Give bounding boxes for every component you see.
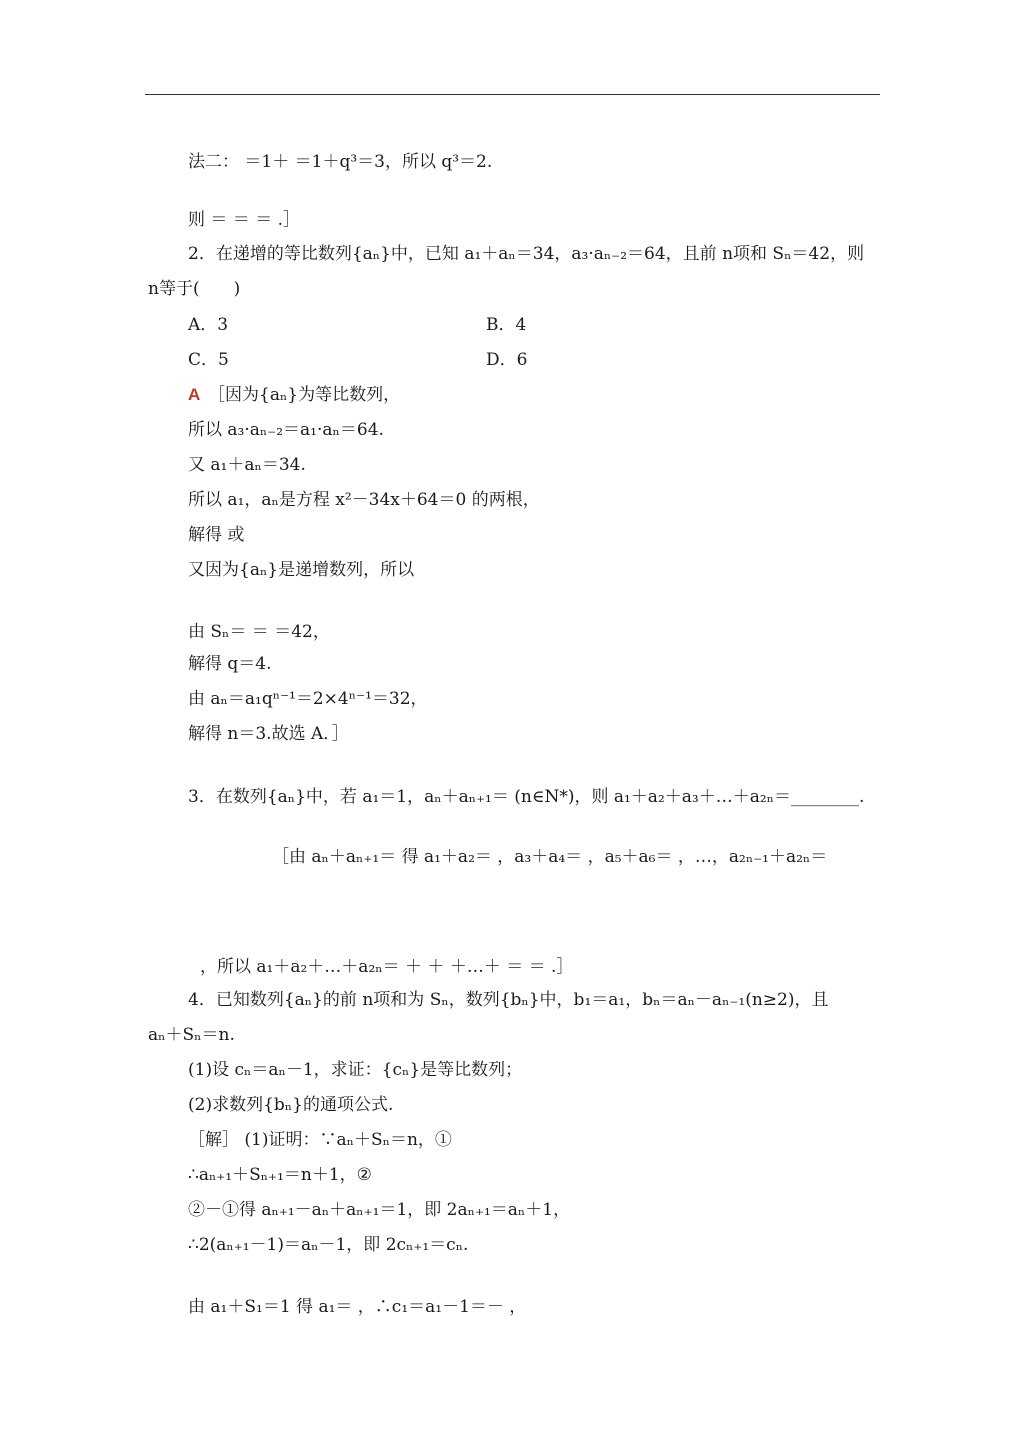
solution-line: 解得 或 [188,525,245,545]
solution-line: ［解］ (1)证明：∵aₙ＋Sₙ＝n，① [188,1130,452,1150]
method-two-line: 法二： ＝1＋ ＝1＋q³＝3，所以 q³＝2. [188,152,493,172]
solution-line: ②－①得 aₙ₊₁－aₙ＋aₙ₊₁＝1，即 2aₙ₊₁＝aₙ＋1， [188,1200,571,1220]
solution-line: 由 a₁＋S₁＝1 得 a₁＝ ，∴c₁＝a₁－1＝－ ， [188,1297,527,1317]
question-3-stem: 3．在数列{aₙ}中，若 a₁＝1，aₙ＋aₙ₊₁＝ (n∈N*)，则 a₁＋a₂＋a₃＋…＋a₂ₙ＝________. [188,787,865,807]
solution-line: 由 Sₙ＝ ＝ ＝42， [188,622,330,642]
then-line: 则 ＝ ＝ ＝ .］ [188,210,301,230]
solution-line: 又因为{aₙ}是递增数列，所以 [188,560,415,580]
option-d: D．6 [486,350,528,370]
solution-line: 又 a₁＋aₙ＝34. [188,455,306,475]
solution-line: ∴aₙ₊₁＋Sₙ₊₁＝n＋1，② [188,1165,372,1185]
solution-line: 由 aₙ＝a₁qⁿ⁻¹＝2×4ⁿ⁻¹＝32， [188,689,428,709]
solution-line: ∴2(aₙ₊₁－1)＝aₙ－1，即 2cₙ₊₁＝cₙ. [188,1235,469,1255]
sub-question-1: (1)设 cₙ＝aₙ－1，求证：{cₙ}是等比数列； [188,1060,523,1080]
solution-line: 所以 a₁，aₙ是方程 x²－34x＋64＝0 的两根， [188,490,540,510]
solution-line: ［因为{aₙ}为等比数列， [208,385,401,405]
solution-line: 解得 q＝4. [188,654,272,674]
question-2-stem: 2．在递增的等比数列{aₙ}中，已知 a₁＋aₙ＝34，a₃·aₙ₋₂＝64，且前 n项和 Sₙ＝42，则 [188,244,865,264]
header-rule [145,94,880,95]
solution-line: 解得 n＝3.故选 A．］ [188,724,349,744]
option-b: B．4 [486,315,527,335]
sub-question-2: (2)求数列{bₙ}的通项公式. [188,1095,394,1115]
solution-line: ，所以 a₁＋a₂＋…＋a₂ₙ＝ ＋ ＋ ＋…＋ ＝ ＝ .］ [200,957,574,977]
option-a: A．3 [188,315,229,335]
solution-line: ［由 aₙ＋aₙ₊₁＝ 得 a₁＋a₂＝ ，a₃＋a₄＝ ，a₅＋a₆＝ ，…，a₂ₙ₋₁＋a₂ₙ＝ [272,847,828,867]
question-4-stem: 4．已知数列{aₙ}的前 n项和为 Sₙ，数列{bₙ}中，b₁＝a₁，bₙ＝aₙ－aₙ₋₁(n≥2)，且 [188,990,829,1010]
answer-label: A [188,385,201,404]
question-4-stem-cont: aₙ＋Sₙ＝n. [148,1025,235,1045]
option-c: C．5 [188,350,229,370]
question-2-stem-cont: n等于( ) [148,279,241,299]
solution-line: 所以 a₃·aₙ₋₂＝a₁·aₙ＝64. [188,420,384,440]
